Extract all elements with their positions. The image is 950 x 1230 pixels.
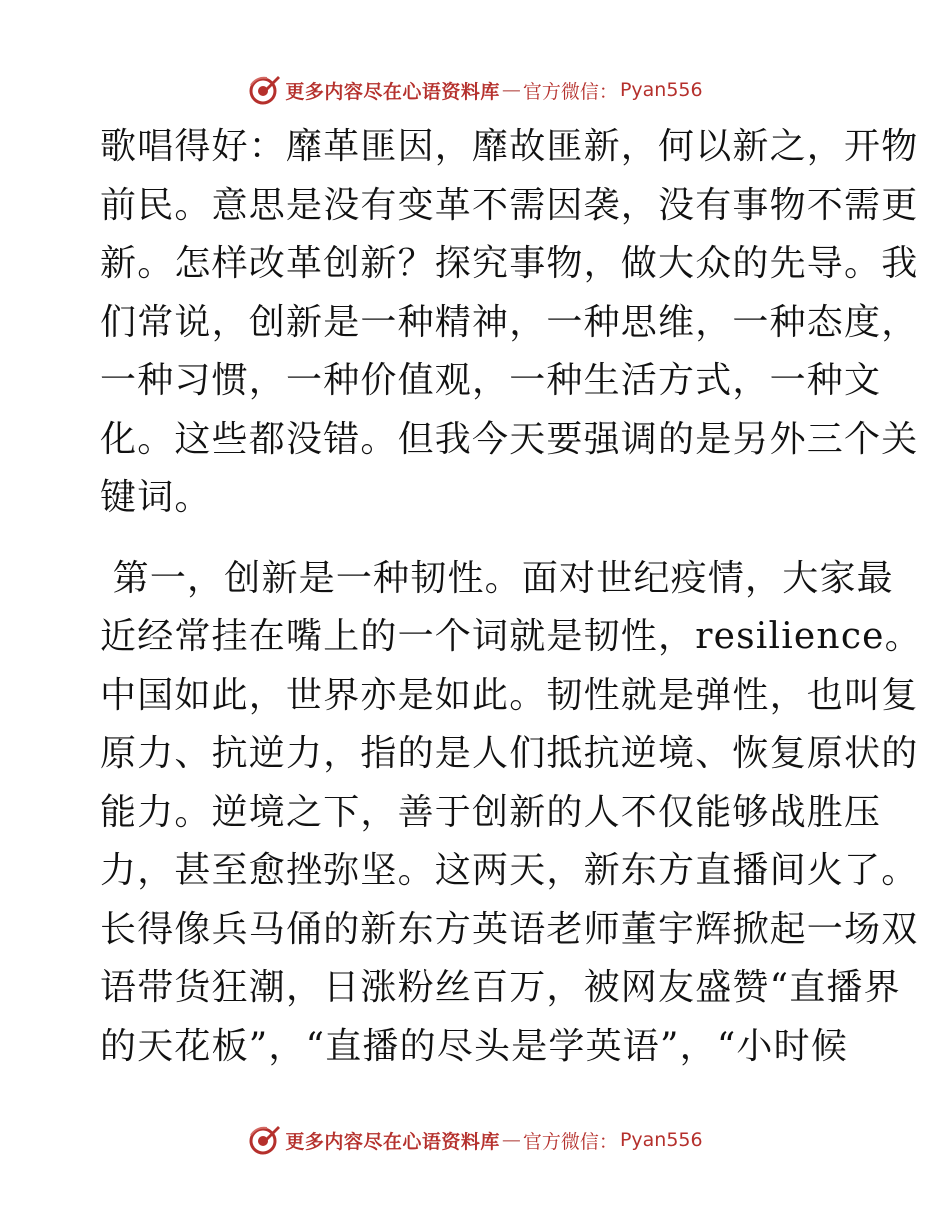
text-line: 前民。意思是没有变革不需因袭，没有事物不需更 bbox=[100, 184, 919, 226]
wechat-label: 官方微信： bbox=[522, 1130, 618, 1153]
paragraph-1 bbox=[100, 118, 919, 528]
banner-separator: — bbox=[501, 1129, 521, 1151]
document-body bbox=[100, 118, 922, 1076]
pen-nib-logo-icon bbox=[247, 73, 281, 107]
text-line: 新。怎样改革创新？探究事物，做大众的先导。我 bbox=[100, 243, 919, 284]
text-line: 近经常挂在嘴上的一个词就是韧性，resilience。 bbox=[100, 616, 922, 657]
text-line: 们常说，创新是一种精神，一种思维，一种态度， bbox=[100, 301, 919, 343]
text-line: 原力、抗逆力，指的是人们抵抗逆境、恢复原状的 bbox=[100, 733, 919, 774]
text-line: 能力。逆境之下，善于创新的人不仅能够战胜压 bbox=[100, 791, 882, 833]
text-line: 力，甚至愈挫弥坚。这两天，新东方直播间火了。 bbox=[100, 850, 919, 891]
wechat-id: Pyan556 bbox=[619, 79, 703, 101]
wechat-id: Pyan556 bbox=[619, 1129, 703, 1151]
text-line: 歌唱得好：靡革匪因，靡故匪新，何以新之，开物 bbox=[100, 126, 919, 167]
text-line: 的天花板”，“直播的尽头是学英语”，“小时候 bbox=[100, 1025, 849, 1067]
paragraph-gap bbox=[100, 528, 860, 550]
wechat-label: 官方微信： bbox=[522, 80, 618, 103]
banner-separator: — bbox=[501, 79, 521, 101]
text-line: 长得像兵马俑的新东方英语老师董宇辉掀起一场双 bbox=[100, 908, 919, 950]
pen-nib-logo-icon bbox=[247, 1123, 281, 1157]
text-line: 键词。 bbox=[100, 477, 212, 518]
text-line: 化。这些都没错。但我今天要强调的是另外三个关 bbox=[100, 418, 919, 460]
paragraph-2 bbox=[100, 550, 922, 1077]
header-banner bbox=[0, 70, 950, 110]
footer-banner bbox=[0, 1120, 950, 1160]
site-name: 更多内容尽在心语资料库 bbox=[285, 80, 500, 103]
text-line: 语带货狂潮，日涨粉丝百万，被网友盛赞“直播界 bbox=[100, 967, 901, 1008]
text-line: 一种习惯，一种价值观，一种生活方式，一种文 bbox=[100, 360, 882, 401]
text-line: 中国如此，世界亦是如此。韧性就是弹性，也叫复 bbox=[100, 674, 919, 716]
site-name: 更多内容尽在心语资料库 bbox=[285, 1130, 500, 1153]
text-line: 第一，创新是一种韧性。面对世纪疫情，大家最 bbox=[100, 557, 894, 599]
